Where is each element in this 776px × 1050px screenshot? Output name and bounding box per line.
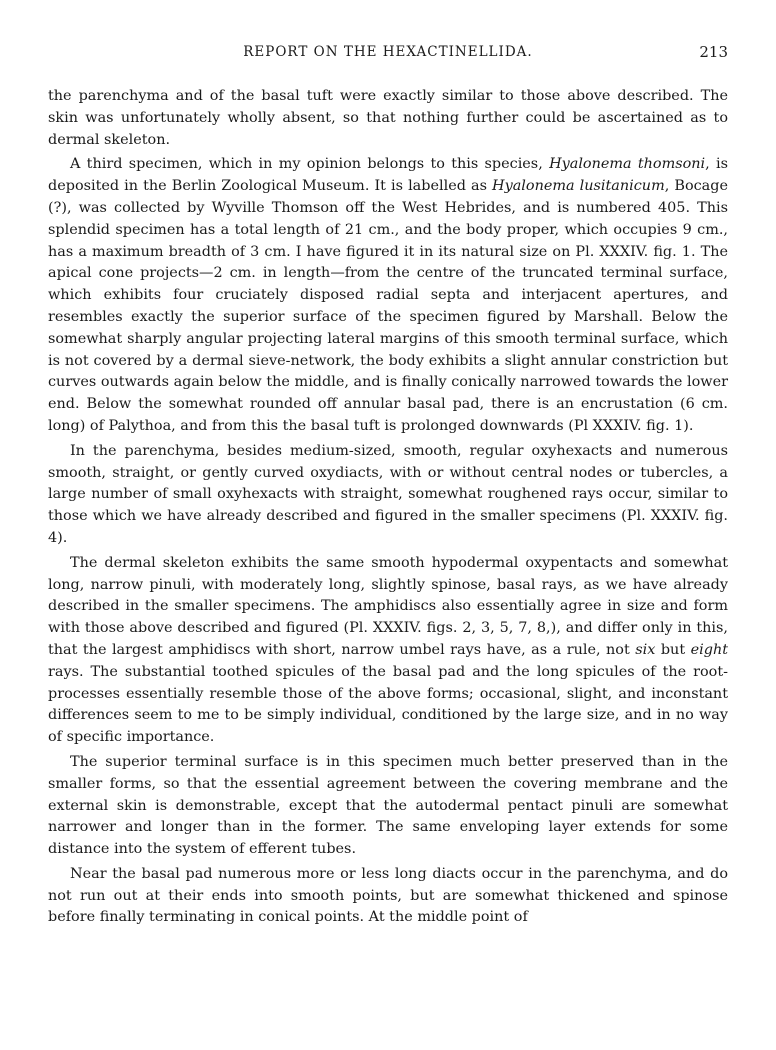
paragraph (48, 86, 728, 151)
species-name: Hyalonema thomsoni (549, 156, 706, 173)
text-run: Near the basal pad numerous more or less long diacts occur in the parenchyma, and do not run out at their ends into smooth points, but are somewhat thickened and spinose before finally terminating in conical points. At the middle point of (48, 865, 728, 926)
paragraph (48, 154, 728, 437)
page-number: 213 (699, 43, 728, 61)
text-run: The superior terminal surface is in this specimen much better preserved than in the smaller forms, so that the essential agreement between the covering membrane and the external skin is demonstrable, except that the autodermal pentact pinuli are somewhat narrower and longer than in the former. The same enveloping layer extends for some distance into the system of efferent tubes. (48, 753, 728, 858)
body-text (48, 86, 728, 929)
paragraph (48, 864, 728, 929)
text-run: The dermal skeleton exhibits the same smooth hypodermal oxypentacts and somewhat long, narrow pinuli, with moderately long, slightly spinose, basal rays, as we have already described in the smaller specimens. The amphidiscs also essentially agree in size and form with those above described and figured (Pl. XXXIV. figs. 2, 3, 5, 7, 8,), and differ only in this, that the largest amphidiscs with short, narrow umbel rays have, as a rule, not (48, 554, 728, 658)
text-run: but (655, 641, 691, 658)
paragraph (48, 441, 728, 550)
text-run: , Bocage (?), was collected by Wyville Thomson off the West Hebrides, and is numbered 405. This splendid specimen has a total length of 21 cm., and the body proper, which occupies 9 cm., has a maximum breadth of 3 cm. I have figured it in its natural size on Pl. XXXIV. fig. 1. The apical cone projects—2 cm. in length—from the centre of the truncated terminal surface, which exhibits four cruciately disposed radial septa and interjacent apertures, and resembles exactly the superior surface of the specimen figured by Marshall. Below the somewhat sharply angular projecting lateral margins of this smooth terminal surface, which is not covered by a dermal sieve-network, the body exhibits a slight annular constriction but curves outwards again below the middle, and is finally conically narrowed towards the lower end. Below the somewhat rounded off annular basal pad, there is an encrustation (6 cm. long) of Palythoa, and from this the basal tuft is prolonged downwards (Pl XXXIV. fig. 1). (48, 178, 728, 434)
species-name: Hyalonema lusitanicum (492, 178, 665, 195)
emphasis: six (635, 641, 656, 658)
text-run: the parenchyma and of the basal tuft were exactly similar to those above described. The skin was unfortunately wholly absent, so that nothing further could be ascertained as to dermal skeleton. (48, 88, 728, 148)
text-run: rays. The substantial toothed spicules of the basal pad and the long spicules of the root-processes essentially resemble those of the above forms; occasional, slight, and inconstant differences seem to me to be simply individual, conditioned by the large size, and in no way of specific importance. (48, 663, 728, 746)
text-run: , is deposited in the Berlin Zoological Museum. It is labelled as (48, 156, 729, 195)
paragraph (48, 553, 728, 749)
text-run: A third specimen, which in my opinion belongs to this species, (70, 156, 550, 173)
running-title: REPORT ON THE HEXACTINELLIDA. (243, 44, 533, 60)
emphasis: eight (690, 641, 728, 658)
paragraph (48, 752, 728, 861)
text-run: In the parenchyma, besides medium-sized, smooth, regular oxyhexacts and numerous smooth, straight, or gently curved oxydiacts, with or without central nodes or tubercles, a large number of small oxyhexacts with straight, somewhat roughened rays occur, similar to those which we have already described and figured in the smaller specimens (Pl. XXXIV. fig. 4). (48, 442, 728, 546)
page-header (48, 44, 728, 66)
